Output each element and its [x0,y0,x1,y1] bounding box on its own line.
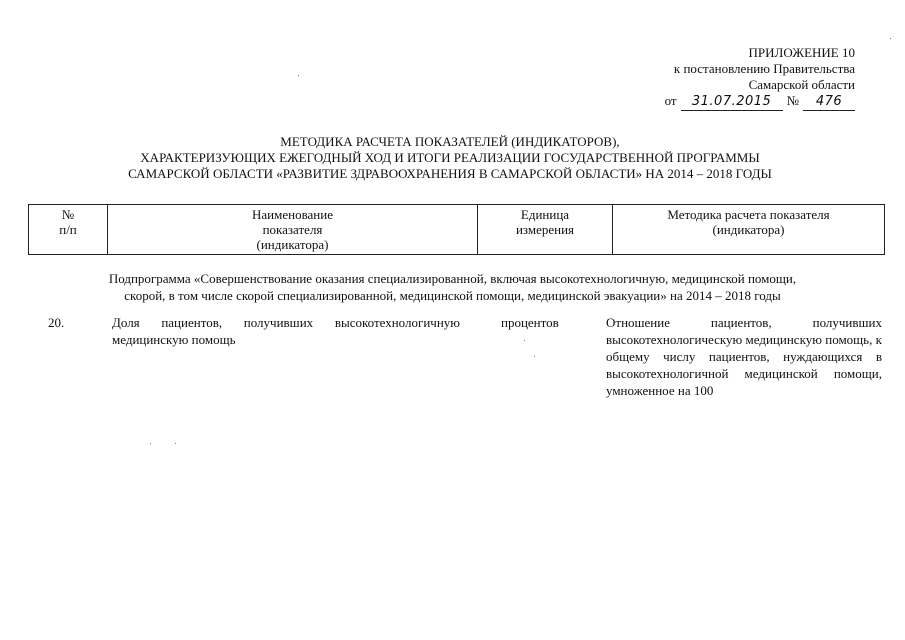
date-prefix: от [664,93,677,108]
subprogram-line-2: скорой, в том числе скорой специализированной, медицинской помощи, медицинской эвакуации» на 2014 – 2018 годы [124,288,781,303]
header-col-unit: Единица измерения [478,205,613,255]
row-unit: процентов [501,315,559,330]
row-method: Отношение пациентов, получивших высокотехнологическую медицинскую помощь, к общему числу пациентов, нуждающихся в высокотехнологичной медицинской помощи, умноженное на 100 [606,315,882,398]
row-indicator-name: Доля пациентов, получивших высокотехнологичную медицинскую помощь [112,315,460,347]
indicator-table-header [28,204,885,255]
subprogram-line-1: Подпрограмма «Совершенствование оказания специализированной, включая высокотехнологичную, медицинской помощи, [108,271,797,286]
title-line-2: ХАРАКТЕРИЗУЮЩИХ ЕЖЕГОДНЫЙ ХОД И ИТОГИ РЕАЛИЗАЦИИ ГОСУДАРСТВЕННОЙ ПРОГРАММЫ [140,150,760,165]
scan-speck [175,443,176,444]
scan-speck [150,443,151,444]
header-col-method: Методика расчета показателя (индикатора) [613,205,885,255]
handwritten-date: 31.07.2015 [681,94,783,111]
header-col-num: № п/п [29,205,108,255]
row-number: 20. [48,315,65,330]
document-title [40,134,860,182]
appendix-line-2: Самарской области [748,77,855,92]
number-prefix: № [786,93,799,108]
scan-speck [524,340,525,341]
subprogram-heading [30,270,875,304]
scan-speck [534,356,535,357]
scan-speck [890,38,891,39]
appendix-title: ПРИЛОЖЕНИЕ 10 [748,45,855,60]
title-line-3: САМАРСКОЙ ОБЛАСТИ «РАЗВИТИЕ ЗДРАВООХРАНЕНИЯ В САМАРСКОЙ ОБЛАСТИ» НА 2014 – 2018 ГОДЫ [128,166,772,181]
handwritten-number: 476 [803,94,855,111]
appendix-date-line [610,93,855,111]
title-line-1: МЕТОДИКА РАСЧЕТА ПОКАЗАТЕЛЕЙ (ИНДИКАТОРОВ), [280,134,620,149]
appendix-line-1: к постановлению Правительства [673,61,855,76]
header-col-name: Наименование показателя (индикатора) [108,205,478,255]
appendix-block [610,45,855,111]
scan-speck [298,75,299,76]
